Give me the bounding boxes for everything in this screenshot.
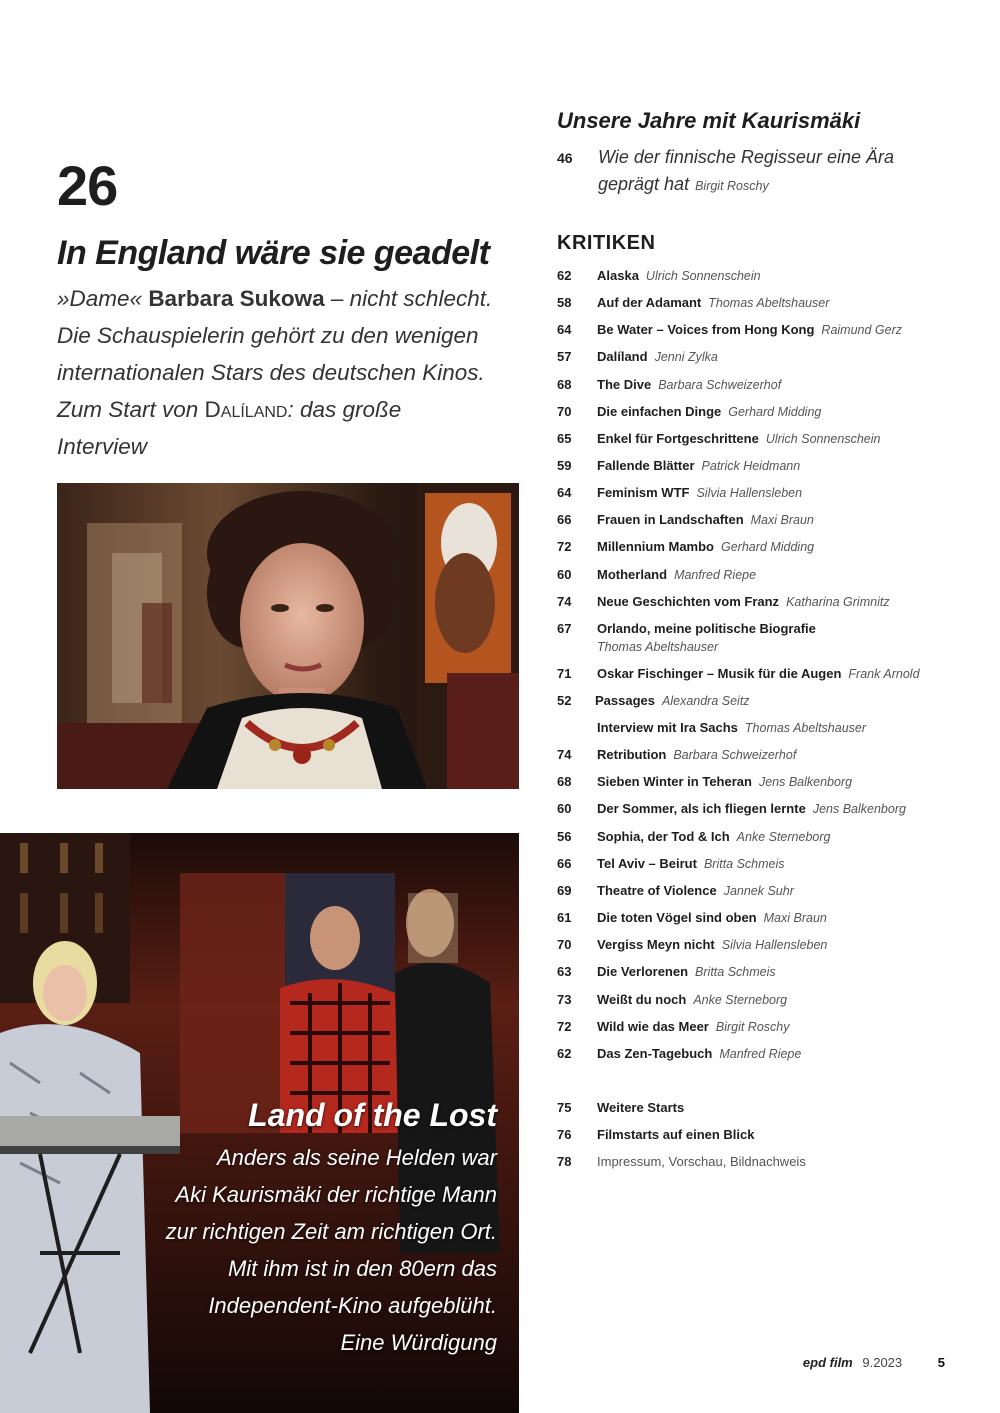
kritik-title: Tel Aviv – Beirut: [597, 856, 697, 871]
kaurismaki-teaser-line: geprägt hat: [598, 174, 690, 194]
kritik-body: [597, 855, 785, 873]
kritik-title: Theatre of Violence: [597, 883, 717, 898]
kritik-body: [597, 800, 906, 818]
kritik-body: [597, 321, 902, 339]
kritik-title: Frauen in Landschaften: [597, 512, 744, 527]
extra-body: [597, 1126, 755, 1144]
kritik-page-number: 74: [557, 747, 572, 762]
feature-photo-portrait: [57, 483, 519, 789]
extra-title: Impressum, Vorschau, Bildnachweis: [597, 1154, 806, 1169]
kritik-title: Oskar Fischinger – Musik für die Augen: [597, 666, 842, 681]
feature2-deck-line: Anders als seine Helden war: [216, 1145, 497, 1170]
feature2-title: Land of the Lost: [248, 1097, 497, 1133]
deck-line-1-rest: – nicht schlecht.: [324, 286, 493, 311]
kritik-body: [597, 1018, 790, 1036]
kritik-body: [597, 294, 829, 312]
kritik-author: Thomas Abeltshauser: [744, 721, 867, 735]
issue-number: 9.2023: [862, 1355, 903, 1370]
feature-page-number: 26: [57, 154, 118, 217]
kritik-author: Jens Balkenborg: [812, 802, 906, 816]
kritik-title: Sieben Winter in Teheran: [597, 774, 752, 789]
kritik-author: Manfred Riepe: [719, 1047, 802, 1061]
kritik-page-number: 69: [557, 883, 572, 898]
kritik-page-number: 68: [557, 377, 572, 392]
page-footer: [803, 1354, 945, 1372]
kaurismaki-section-title: Unsere Jahre mit Kaurismäki: [557, 108, 861, 133]
kritik-title: Dalíland: [597, 349, 648, 364]
kritik-page-number: 60: [557, 801, 572, 816]
feature2-deck-line: zur richtigen Zeit am richtigen Ort.: [165, 1219, 497, 1244]
kritik-body: [597, 376, 781, 394]
kaurismaki-page-number: 46: [557, 150, 573, 166]
kritik-author: Thomas Abeltshauser: [708, 296, 830, 310]
kritik-title: Weißt du noch: [597, 992, 687, 1007]
kritik-title: Feminism WTF: [597, 485, 690, 500]
kritik-author: Britta Schmeis: [703, 857, 785, 871]
feature2-deck-line: Eine Würdigung: [340, 1330, 497, 1355]
kritik-title: Die Verlorenen: [597, 964, 689, 979]
deck-line-1: [57, 280, 527, 317]
kritik-author: Anke Sterneborg: [736, 830, 831, 844]
kritik-title: Die toten Vögel sind oben: [597, 910, 757, 925]
deck-name: Barbara Sukowa: [148, 286, 325, 311]
kritik-author: Silvia Hallensleben: [721, 938, 828, 952]
kritiken-heading: KRITIKEN: [557, 232, 656, 254]
kritik-author: Katharina Grimnitz: [786, 595, 890, 609]
kritik-author: Thomas Abeltshauser: [597, 640, 719, 654]
kritik-body: [597, 963, 776, 981]
kritik-author: Barbara Schweizerhof: [658, 378, 782, 392]
kritik-author: Jannek Suhr: [723, 884, 794, 898]
kritik-page-number: 59: [557, 458, 572, 473]
kritik-author: Manfred Riepe: [674, 568, 757, 582]
kritik-author: Anke Sterneborg: [693, 993, 788, 1007]
magazine-name: epd film: [802, 1355, 853, 1370]
kritik-body: [597, 430, 880, 448]
kritik-title: Orlando, meine politische Biografie: [597, 621, 816, 636]
kritik-author: Raimund Gerz: [821, 323, 903, 337]
kritik-author: Birgit Roschy: [715, 1020, 790, 1034]
kritik-title: Motherland: [597, 567, 668, 582]
extra-page-number: 76: [557, 1127, 572, 1142]
kritik-page-number: 60: [557, 567, 572, 582]
kritik-title: Die einfachen Dinge: [597, 404, 722, 419]
deck-line-5: Interview: [57, 434, 148, 459]
kritik-author: Frank Arnold: [848, 667, 920, 681]
kritik-body: [597, 936, 827, 954]
kritik-title: Der Sommer, als ich fliegen lernte: [597, 801, 806, 816]
extra-page-number: 78: [557, 1154, 572, 1169]
kritik-page-number: 62: [557, 1046, 572, 1061]
kritik-title: Interview mit Ira Sachs: [597, 720, 738, 735]
kaurismaki-teaser-line: Wie der finnische Regisseur eine Ära: [598, 147, 894, 167]
kritik-body: [597, 511, 814, 529]
kritik-title: Retribution: [597, 747, 667, 762]
kritik-page-number: 66: [557, 856, 572, 871]
kritik-body: [597, 566, 756, 584]
kritik-body: [597, 620, 816, 638]
kritik-page-number: 63: [557, 964, 572, 979]
extra-page-number: 75: [557, 1100, 572, 1115]
kritik-author: Maxi Braun: [763, 911, 827, 925]
kritik-author: Jenni Zylka: [654, 350, 718, 364]
kritik-author: Patrick Heidmann: [701, 459, 801, 473]
kritik-body: [597, 882, 794, 900]
kritik-author: Ulrich Sonnenschein: [645, 269, 761, 283]
kritik-page-number: 73: [557, 992, 572, 1007]
kritik-title: The Dive: [597, 377, 652, 392]
kritik-page-number: 64: [557, 322, 572, 337]
kritik-body: [597, 746, 796, 764]
kritik-body: [597, 665, 920, 683]
kritik-page-number: 71: [557, 666, 572, 681]
kritik-page-number: 68: [557, 774, 572, 789]
page-number: 5: [937, 1355, 945, 1370]
kritik-body: [597, 267, 761, 285]
kritik-body: [597, 348, 718, 366]
kritik-author: Gerhard Midding: [721, 540, 815, 554]
kritik-body: [595, 692, 750, 710]
kritik-title: Neue Geschichten vom Franz: [597, 594, 780, 609]
portrait-illustration: [57, 483, 519, 789]
deck-line-4-pre: Zum Start von: [57, 397, 205, 422]
kritik-author: Jens Balkenborg: [758, 775, 853, 789]
kritik-page-number: 52: [557, 693, 572, 708]
feature2-deck: [166, 1139, 497, 1361]
kritik-author: Ulrich Sonnenschein: [765, 432, 881, 446]
feature-deck: [57, 280, 527, 465]
feature2-deck-line: Aki Kaurismäki der richtige Mann: [175, 1182, 497, 1207]
extra-body: [597, 1153, 806, 1171]
kritik-page-number: 64: [557, 485, 572, 500]
kritik-body: [597, 457, 800, 475]
kritik-author: Alexandra Seitz: [662, 694, 750, 708]
deck-quote: »Dame«: [57, 286, 143, 311]
kritik-page-number: 58: [557, 295, 572, 310]
deck-film-title: Dalíland: [204, 397, 288, 422]
kritik-body: [597, 403, 821, 421]
feature2-deck-line: Independent-Kino aufgeblüht.: [208, 1293, 497, 1318]
kritik-author: Barbara Schweizerhof: [673, 748, 797, 762]
kritik-title: Alaska: [597, 268, 639, 283]
kritik-title: Enkel für Fortgeschrittene: [597, 431, 759, 446]
kaurismaki-author: Birgit Roschy: [695, 179, 769, 193]
kritik-author: Silvia Hallensleben: [696, 486, 803, 500]
kritik-title: Be Water – Voices from Hong Kong: [597, 322, 815, 337]
kritik-title: Fallende Blätter: [597, 458, 695, 473]
kritik-page-number: 66: [557, 512, 572, 527]
deck-line-3: internationalen Stars des deutschen Kinos.: [57, 360, 485, 385]
kritik-body: [597, 538, 814, 556]
kritik-page-number: 57: [557, 349, 572, 364]
kritik-body: [597, 828, 830, 846]
kritik-title: Wild wie das Meer: [597, 1019, 709, 1034]
photo-overlay-text: [166, 1095, 497, 1361]
kritik-author: Gerhard Midding: [728, 405, 822, 419]
kritik-body: [597, 719, 866, 737]
feature2-deck-line: Mit ihm ist in den 80ern das: [227, 1256, 497, 1281]
kritik-page-number: 56: [557, 829, 572, 844]
kritik-author: Britta Schmeis: [695, 965, 776, 979]
deck-line-2: Die Schauspielerin gehört zu den wenigen: [57, 323, 479, 348]
extra-title: Filmstarts auf einen Blick: [597, 1127, 755, 1142]
kritik-body: [597, 991, 787, 1009]
kritik-page-number: 70: [557, 404, 572, 419]
kritik-title: Passages: [595, 693, 655, 708]
kritik-page-number: 65: [557, 431, 572, 446]
deck-line-4-post: : das große: [287, 397, 402, 422]
extra-body: [597, 1099, 684, 1117]
kritik-page-number: 72: [557, 1019, 572, 1034]
kritik-page-number: 72: [557, 539, 572, 554]
kritik-title: Vergiss Meyn nicht: [597, 937, 715, 952]
kritik-body: [597, 909, 827, 927]
kritik-title: Das Zen-Tagebuch: [597, 1046, 713, 1061]
kritik-body: [597, 1045, 801, 1063]
kritik-body: [597, 773, 852, 791]
kritik-author: Maxi Braun: [750, 513, 814, 527]
kritik-page-number: 74: [557, 594, 572, 609]
feature-headline: In England wäre sie geadelt: [57, 234, 490, 272]
feature-photo-concert: [0, 833, 519, 1413]
deck-line-4: [57, 391, 527, 428]
kritik-title: Sophia, der Tod & Ich: [597, 829, 730, 844]
kaurismaki-teaser: [598, 144, 918, 200]
extra-title: Weitere Starts: [597, 1100, 685, 1115]
kritik-title: Millennium Mambo: [597, 539, 714, 554]
kritik-page-number: 70: [557, 937, 572, 952]
kritik-page-number: 62: [557, 268, 572, 283]
kritik-page-number: 67: [557, 621, 572, 636]
kritik-title: Auf der Adamant: [597, 295, 702, 310]
kritik-page-number: 61: [557, 910, 572, 925]
kritik-body: [597, 593, 890, 611]
kritik-body: [597, 484, 802, 502]
